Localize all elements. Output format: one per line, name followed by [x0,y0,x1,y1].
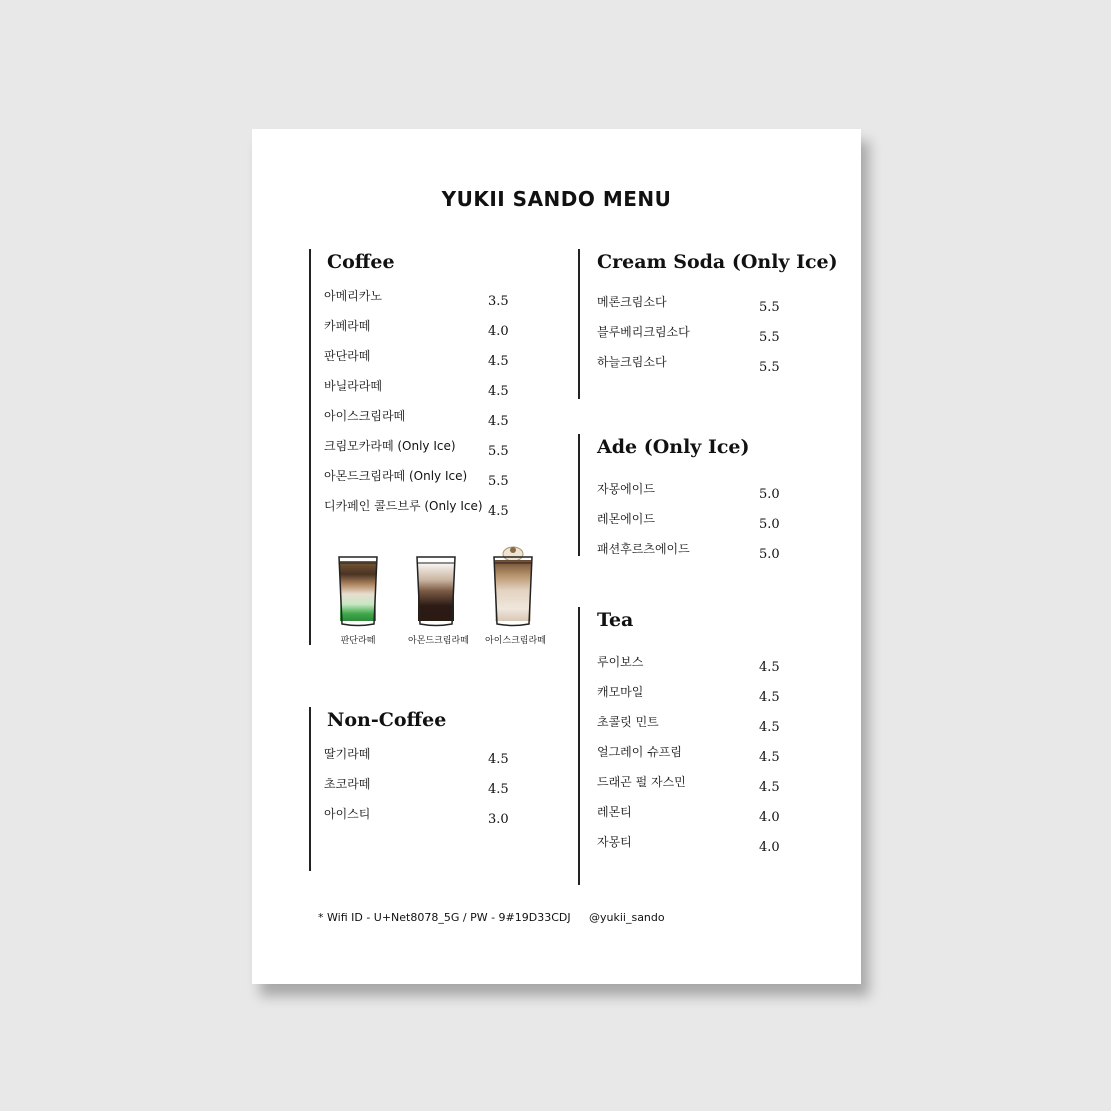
cream-soda-list [597,295,797,385]
item-price: 4.5 [488,782,509,797]
menu-item [324,469,524,499]
item-price: 5.5 [488,474,509,489]
item-name: 초코라떼 [324,777,371,791]
menu-item [597,295,797,325]
item-price: 4.0 [759,840,780,855]
item-name: 드래곤 펄 자스민 [597,775,686,789]
item-price: 3.5 [488,294,509,309]
drink-caption: 아이스크림라떼 [485,636,546,646]
section-rule [578,249,580,399]
item-name: 레몬티 [597,805,632,819]
item-price: 5.0 [759,547,780,562]
item-name: 패션후르츠에이드 [597,542,690,556]
menu-item [324,777,524,807]
section-heading: Non-Coffee [327,709,447,731]
item-price: 5.0 [759,517,780,532]
item-name: 디카페인 콜드브루 (Only Ice) [324,499,483,513]
item-name: 메론크림소다 [597,295,667,309]
menu-item [597,355,797,385]
menu-item [324,747,524,777]
drink-illustrations [328,553,558,648]
coffee-list [324,289,524,529]
drink-caption: 아몬드크림라떼 [408,636,469,646]
item-name: 레몬에이드 [597,512,655,526]
item-price: 5.5 [488,444,509,459]
drink-caption: 판단라떼 [340,636,376,646]
section-rule [309,249,311,645]
menu-item [597,542,797,572]
tea-section [578,607,848,885]
item-name: 바닐라라떼 [324,379,382,393]
menu-item [324,349,524,379]
menu-item [597,715,797,745]
ade-section [578,434,848,562]
pandan-latte-glass-icon [337,555,379,627]
item-price: 4.5 [488,354,509,369]
item-name: 하늘크림소다 [597,355,667,369]
item-price: 4.0 [759,810,780,825]
menu-item [597,512,797,542]
section-heading: Ade (Only Ice) [597,436,750,458]
item-name: 판단라떼 [324,349,371,363]
ade-list [597,482,797,572]
item-price: 4.5 [488,752,509,767]
item-name: 자몽티 [597,835,632,849]
item-name: 자몽에이드 [597,482,655,496]
section-rule [309,707,311,871]
menu-item [597,805,797,835]
menu-item [324,319,524,349]
item-name: 크림모카라떼 (Only Ice) [324,439,456,453]
item-price: 4.5 [759,660,780,675]
item-price: 4.5 [759,780,780,795]
item-price: 4.5 [488,384,509,399]
menu-card [252,129,861,984]
item-price: 4.5 [488,414,509,429]
item-price: 4.5 [759,720,780,735]
wifi-info: * Wifi ID - U+Net8078_5G / PW - 9#19D33CDJ [318,911,571,924]
item-name: 딸기라떼 [324,747,371,761]
section-rule [578,434,580,556]
menu-item [597,775,797,805]
item-name: 루이보스 [597,655,644,669]
menu-item [597,482,797,512]
non-coffee-section [309,707,559,871]
item-name: 아이스크림라떼 [324,409,406,423]
menu-item [324,807,524,837]
menu-item [597,685,797,715]
almond-cream-latte-illustration [408,555,469,646]
tea-list [597,655,797,865]
item-name: 초콜릿 민트 [597,715,659,729]
item-name: 카페라떼 [324,319,371,333]
section-rule [578,607,580,885]
item-price: 4.5 [759,690,780,705]
almond-cream-latte-glass-icon [415,555,457,627]
item-price: 3.0 [488,812,509,827]
item-name: 아이스티 [324,807,371,821]
instagram-handle[interactable]: @yukii_sando [589,911,665,924]
section-heading: Tea [597,609,634,631]
menu-item [597,325,797,355]
non-coffee-list [324,747,524,837]
item-name: 얼그레이 슈프림 [597,745,682,759]
menu-item [324,499,524,529]
item-name: 캐모마일 [597,685,644,699]
menu-item [597,655,797,685]
item-price: 5.5 [759,330,780,345]
item-name: 아몬드크림라떼 (Only Ice) [324,469,468,483]
cream-soda-section [578,249,848,399]
menu-item [324,439,524,469]
menu-title: YUKII SANDO MENU [441,187,672,211]
menu-item [597,745,797,775]
item-price: 5.0 [759,487,780,502]
pandan-latte-illustration [330,555,386,646]
icecream-latte-illustration [485,545,546,646]
menu-item [324,379,524,409]
item-price: 4.5 [759,750,780,765]
section-heading: Coffee [327,251,395,273]
item-name: 아메리카노 [324,289,382,303]
menu-item [597,835,797,865]
section-heading: Cream Soda (Only Ice) [597,251,838,273]
item-price: 4.5 [488,504,509,519]
icecream-latte-glass-icon [492,545,534,627]
item-price: 5.5 [759,300,780,315]
menu-item [324,289,524,319]
menu-item [324,409,524,439]
item-price: 5.5 [759,360,780,375]
item-name: 블루베리크림소다 [597,325,690,339]
item-price: 4.0 [488,324,509,339]
